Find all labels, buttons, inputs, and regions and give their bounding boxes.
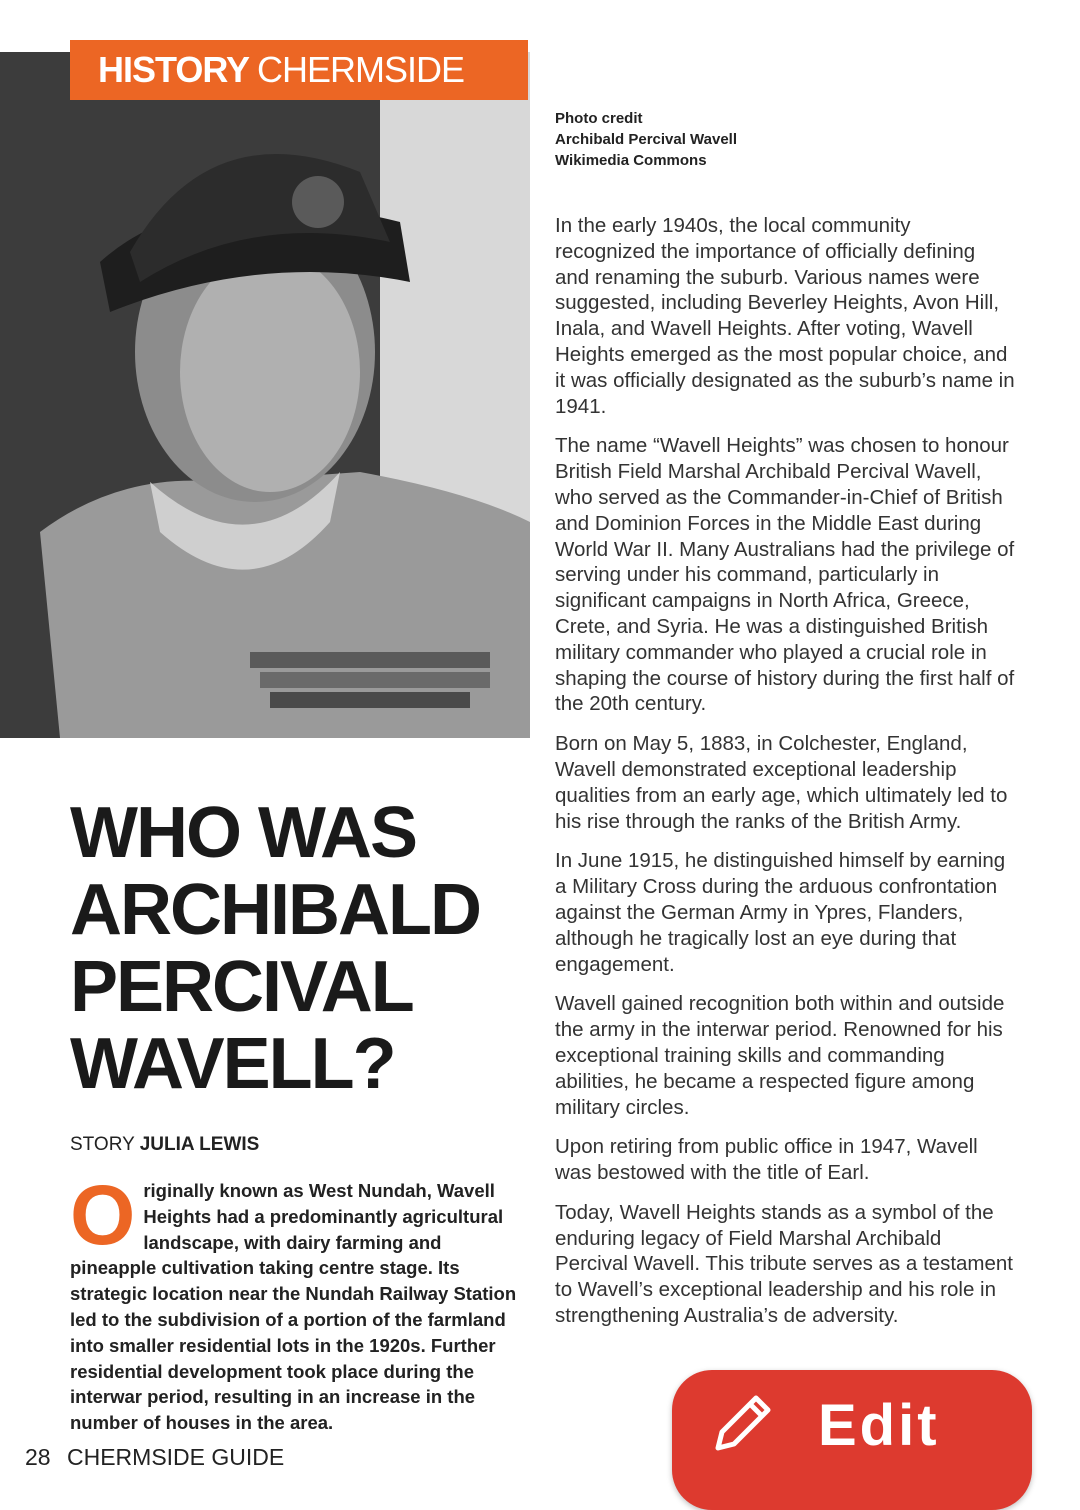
article-body <box>555 213 1015 1343</box>
portrait-photo <box>0 52 530 738</box>
publication-name: CHERMSIDE GUIDE <box>66 1444 285 1470</box>
intro-paragraph <box>70 1168 520 1436</box>
intro-text: riginally known as West Nundah, Wavell Heights had a predominantly agricultural landscape, with dairy farming and pineapple cultivation taking centre stage. Its strategic location near the Nundah Railway Station led to the subdivision of a portion of the farmland into smaller residential lots in the 1920s. Further residential development took place during the interwar period, resulting in an increase in the number of houses in the area. <box>70 1180 517 1434</box>
body-paragraph: In June 1915, he distinguished himself by earning a Military Cross during the arduous confrontation against the German Army in Ypres, Flanders, although he tragically lost an eye during that engagement. <box>555 849 1006 976</box>
body-paragraph: In the early 1940s, the local community recognized the importance of officially defining and renaming the suburb. Various names were suggested, including Beverley Heights, Avon Hill, Inala, and Wavell Heights. After voting, Wavell Heights emerged as the most popular choice, and it was officially designated as the suburb’s name in 1941. <box>555 214 1015 418</box>
byline-prefix: STORY <box>70 1134 135 1155</box>
byline-author: JULIA LEWIS <box>139 1134 260 1155</box>
section-tag <box>70 40 528 100</box>
body-paragraph: Today, Wavell Heights stands as a symbol of the enduring legacy of Field Marshal Archibald Percival Wavell. This tribute serves as a testament to Wavell’s exceptional leadership and his role in strengthening Australia’s de adversity. <box>555 1200 1014 1328</box>
page-number: 28 <box>25 1444 51 1470</box>
article-headline <box>70 795 540 1103</box>
headline-line: ARCHIBALD <box>70 870 480 950</box>
pencil-icon <box>708 1388 778 1463</box>
drop-cap: O <box>70 1168 136 1262</box>
section-tag-light: CHERMSIDE <box>257 49 465 90</box>
edit-button[interactable] <box>672 1370 1032 1510</box>
headline-line: PERCIVAL <box>70 947 413 1027</box>
body-paragraph: Wavell gained recognition both within and outside the army in the interwar period. Renowned for his exceptional training skills and commanding abilities, he became a respected figure among military circles. <box>555 992 1005 1119</box>
photo-credit-line: Archibald Percival Wavell <box>555 131 738 148</box>
headline-line: WAVELL? <box>70 1024 395 1104</box>
edit-button-label: Edit <box>818 1392 940 1458</box>
body-paragraph: Born on May 5, 1883, in Colchester, England, Wavell demonstrated exceptional leadership qualities from an early age, which ultimately led to his rise through the ranks of the British Army. <box>555 732 1008 833</box>
body-paragraph: Upon retiring from public office in 1947, Wavell was bestowed with the title of Earl. <box>555 1135 978 1185</box>
portrait-illustration <box>0 52 530 738</box>
headline-line: WHO WAS <box>70 793 416 873</box>
section-tag-strong: HISTORY <box>98 49 250 90</box>
photo-credit-line: Photo credit <box>555 110 643 127</box>
body-paragraph: The name “Wavell Heights” was chosen to honour British Field Marshal Archibald Percival Wavell, who served as the Commander-in-Chief of British and Dominion Forces in the Middle East during World War II. Many Australians had the privilege of serving under his command, particularly in significant campaigns in North Africa, Greece, Crete, and Syria. He was a distinguished British military commander who played a crucial role in shaping the course of history during the first half of the 20th century. <box>555 434 1015 716</box>
photo-credit <box>555 108 855 171</box>
byline <box>70 1134 259 1156</box>
photo-credit-line: Wikimedia Commons <box>555 152 707 169</box>
page-footer <box>25 1444 284 1471</box>
